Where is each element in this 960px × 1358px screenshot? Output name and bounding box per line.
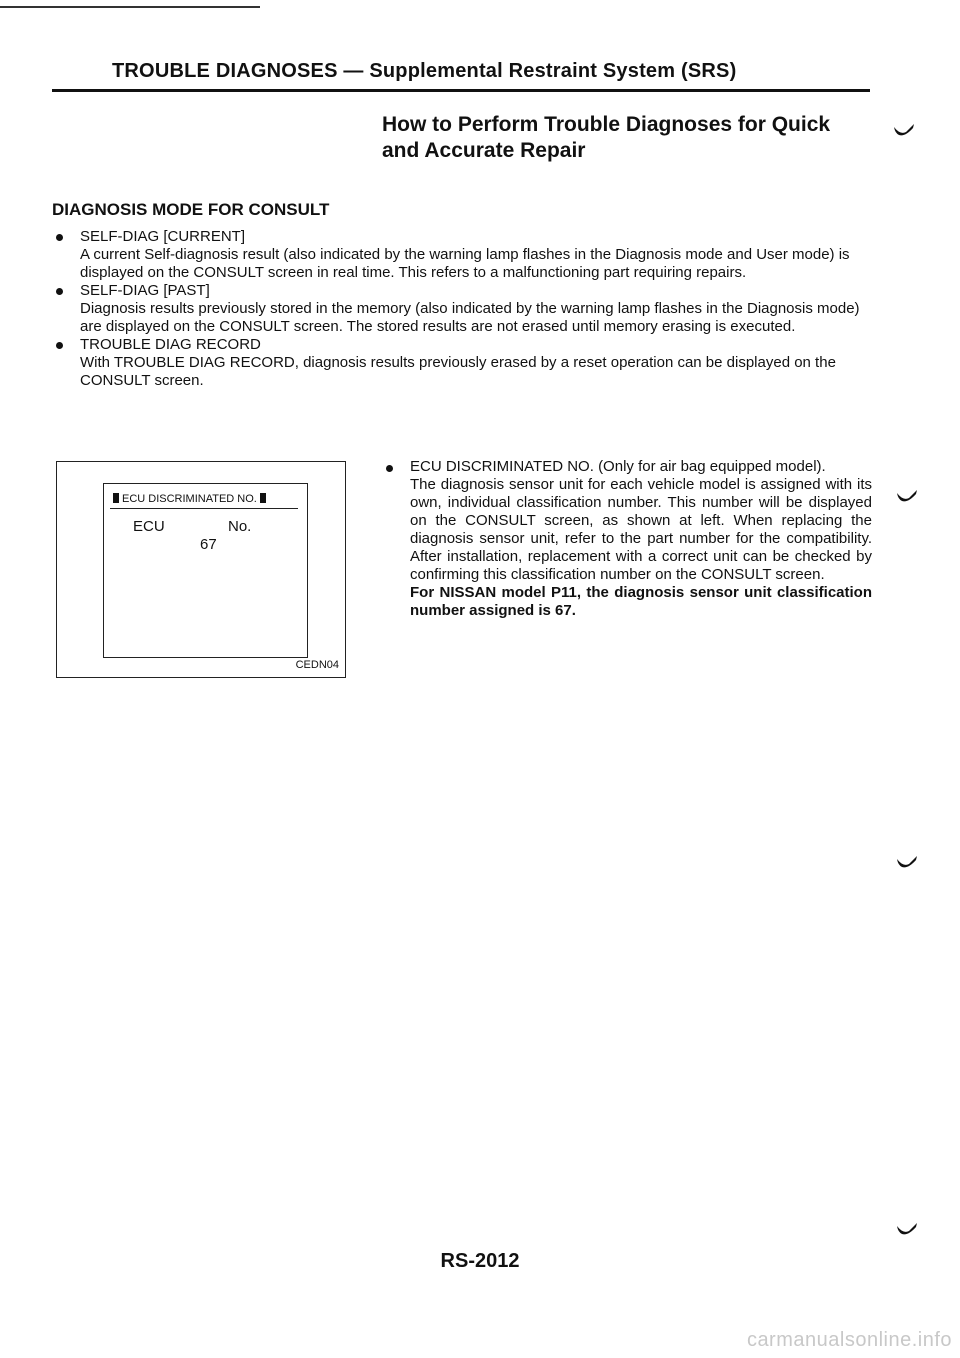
mode-item-title: SELF-DIAG [CURRENT] (80, 228, 246, 245)
mode-item-title: TROUBLE DIAG RECORD (80, 336, 261, 353)
screen-title: ECU DISCRIMINATED NO. (122, 493, 257, 505)
bullet-icon (56, 342, 63, 349)
mode-item-body: With TROUBLE DIAG RECORD, diagnosis results previously erased by a reset operation can be displayed on the CONSULT screen. (80, 354, 836, 389)
screen-ecu-label: ECU (133, 518, 165, 535)
mode-item-body: A current Self-diagnosis result (also indicated by the warning lamp flashes in the Diagnosis mode and User mode) is displayed on the CONSULT screen in real time. This refers to a malfunctioning part requiring repairs. (80, 246, 850, 281)
header-divider (52, 89, 870, 92)
page-code: RS-2012 (440, 1250, 520, 1272)
figure-code: CEDN04 (295, 659, 339, 671)
mode-item-self-diag-current (52, 228, 872, 282)
screen-title-bar (110, 490, 298, 509)
margin-check-icon (896, 855, 918, 869)
margin-check-icon (896, 489, 918, 503)
screen-no-label: No. (228, 518, 252, 535)
bullet-icon (56, 288, 63, 295)
screen-classification-number: 67 (200, 536, 217, 553)
diagnosis-mode-list (52, 228, 872, 390)
bullet-icon (386, 465, 393, 472)
ecu-section-body: The diagnosis sensor unit for each vehicle model is assigned with its own, individual classification number. This number will be displayed on the CONSULT screen, as shown at left. When replacing the diagnosis sensor unit, refer to the part number for the compatibility. After installation, replacement with a correct unit can be checked by confirming this classification number on the CONSULT screen. (410, 476, 872, 583)
square-marker-icon (260, 493, 266, 503)
ecu-discriminated-section (382, 458, 872, 620)
mode-item-body: Diagnosis results previously stored in the memory (also indicated by the warning lamp flashes in the Diagnosis mode) are displayed on the CONSULT screen. The stored results are not erased until memory erasing is executed. (80, 300, 860, 335)
section-title-line-1: How to Perform Trouble Diagnoses for Quick (382, 113, 831, 136)
mode-item-title: SELF-DIAG [PAST] (80, 282, 210, 299)
mode-item-self-diag-past (52, 282, 872, 336)
section-title (382, 112, 902, 164)
consult-screen (103, 483, 308, 658)
margin-check-icon (896, 1222, 918, 1236)
consult-screen-figure (56, 461, 346, 678)
top-edge-rule (0, 6, 260, 8)
bullet-icon (56, 234, 63, 241)
ecu-section-title: ECU DISCRIMINATED NO. (Only for air bag equipped model). (410, 458, 826, 475)
section-title-line-2: and Accurate Repair (382, 139, 586, 162)
diagnosis-mode-heading: DIAGNOSIS MODE FOR CONSULT (52, 200, 330, 219)
watermark: carmanualsonline.info (746, 1329, 952, 1351)
mode-item-trouble-diag-record (52, 336, 872, 390)
margin-check-icon (893, 123, 915, 137)
ecu-section-emphasis: For NISSAN model P11, the diagnosis sensor unit classification number assigned is 67. (410, 584, 872, 619)
page-header-title: TROUBLE DIAGNOSES — Supplemental Restraint System (SRS) (112, 60, 737, 82)
square-marker-icon (113, 493, 119, 503)
